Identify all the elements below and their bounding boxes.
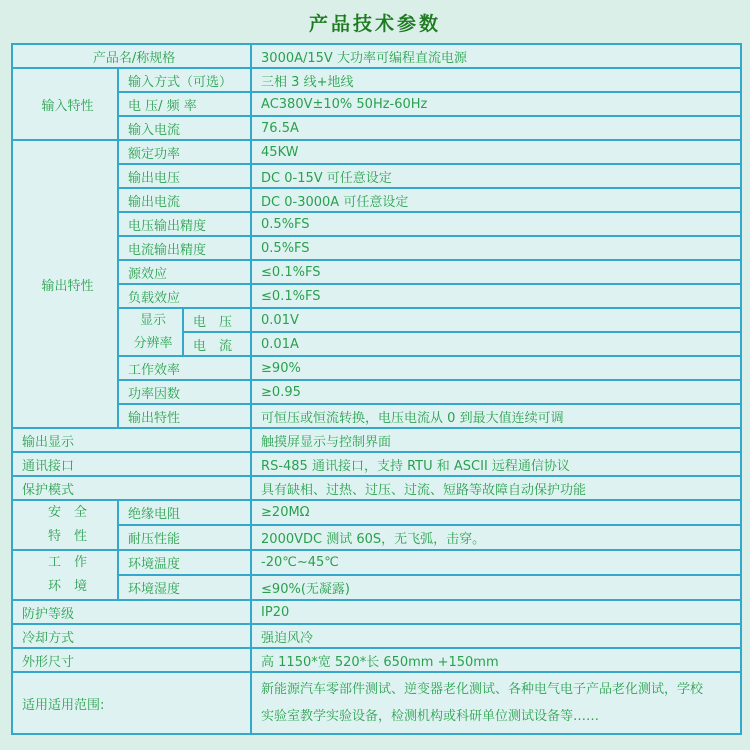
row-label-cell: 负载效应	[118, 284, 251, 308]
row-dimensions	[12, 648, 741, 672]
row-ambient-temperature	[12, 550, 741, 575]
row-output-mode	[12, 404, 741, 428]
safety-group-label-cell	[12, 500, 118, 550]
row-value-cell: -20℃~45℃	[251, 550, 741, 575]
row-label-cell: 输入方式（可选）	[118, 68, 251, 92]
row-label-cell: 环境湿度	[118, 575, 251, 600]
input-group-label-cell: 输入特性	[12, 68, 118, 140]
row-output-current	[12, 188, 741, 212]
safety-label-line2: 特 性	[47, 529, 87, 544]
row-product	[12, 44, 741, 68]
spec-table	[11, 43, 742, 735]
row-value-cell: 高 1150*宽 520*长 650mm +150mm	[251, 648, 741, 672]
row-label-cell: 外形尺寸	[12, 648, 251, 672]
row-label-cell: 输出电压	[118, 164, 251, 188]
row-value-cell: 强迫风冷	[251, 624, 741, 648]
row-efficiency	[12, 356, 741, 380]
row-source-effect	[12, 260, 741, 284]
row-ambient-humidity	[12, 575, 741, 600]
row-label-cell: 环境温度	[118, 550, 251, 575]
row-output-voltage	[12, 164, 741, 188]
row-label-cell: 电 流	[183, 332, 251, 356]
row-value-cell: 0.01A	[251, 332, 741, 356]
row-label-cell: 输出电流	[118, 188, 251, 212]
row-label-cell: 源效应	[118, 260, 251, 284]
row-value-cell: DC 0-15V 可任意设定	[251, 164, 741, 188]
row-label-cell: 耐压性能	[118, 525, 251, 550]
row-rated-power	[12, 140, 741, 164]
page-title: 产品技术参数	[308, 13, 441, 35]
row-value-cell	[251, 672, 741, 734]
row-label-cell: 适用适用范围:	[12, 672, 251, 734]
row-value-cell: ≤0.1%FS	[251, 284, 741, 308]
resolution-label-line1: 显示	[139, 313, 166, 328]
row-value-cell: AC380V±10% 50Hz-60Hz	[251, 92, 741, 116]
row-value-cell: ≥20MΩ	[251, 500, 741, 525]
row-value-cell: ≤90%(无凝露)	[251, 575, 741, 600]
row-resolution-voltage	[12, 308, 741, 332]
row-cooling-method	[12, 624, 741, 648]
row-label-cell: 额定功率	[118, 140, 251, 164]
environment-label-line1: 工 作	[47, 555, 87, 570]
row-value-cell: ≥0.95	[251, 380, 741, 404]
row-value-cell: 0.01V	[251, 308, 741, 332]
row-label-cell: 输出特性	[118, 404, 251, 428]
row-value-cell: 具有缺相、过热、过压、过流、短路等故障自动保护功能	[251, 476, 741, 500]
product-value-cell: 3000A/15V 大功率可编程直流电源	[251, 44, 741, 68]
row-output-display	[12, 428, 741, 452]
row-value-cell: 45KW	[251, 140, 741, 164]
environment-label-line2: 环 境	[47, 579, 87, 594]
row-value-cell: DC 0-3000A 可任意设定	[251, 188, 741, 212]
row-value-cell: RS-485 通讯接口，支持 RTU 和 ASCII 远程通信协议	[251, 452, 741, 476]
row-withstand-voltage	[12, 525, 741, 550]
row-load-effect	[12, 284, 741, 308]
row-voltage-accuracy	[12, 212, 741, 236]
resolution-group-label-cell	[118, 308, 183, 356]
row-protection-mode	[12, 476, 741, 500]
row-value-cell: 0.5%FS	[251, 236, 741, 260]
output-group-label-cell: 输出特性	[12, 140, 118, 428]
row-label-cell: 输出显示	[12, 428, 251, 452]
row-label-cell: 电流输出精度	[118, 236, 251, 260]
row-value-cell: 可恒压或恒流转换，电压电流从 0 到最大值连续可调	[251, 404, 741, 428]
row-label-cell: 绝缘电阻	[118, 500, 251, 525]
row-label-cell: 输入电流	[118, 116, 251, 140]
application-value-line2: 实验室教学实验设备，检测机构或科研单位测试设备等……	[261, 709, 600, 724]
row-application-range	[12, 672, 741, 734]
row-label-cell: 电 压	[183, 308, 251, 332]
resolution-label-line2: 分辨率	[133, 336, 173, 351]
row-insulation-resistance	[12, 500, 741, 525]
row-input-voltage-freq	[12, 92, 741, 116]
row-label-cell: 功率因数	[118, 380, 251, 404]
row-value-cell: 三相 3 线+地线	[251, 68, 741, 92]
row-label-cell: 防护等级	[12, 600, 251, 624]
row-value-cell: 2000VDC 测试 60S，无飞弧，击穿。	[251, 525, 741, 550]
row-value-cell: 76.5A	[251, 116, 741, 140]
row-label-cell: 工作效率	[118, 356, 251, 380]
row-protection-rating	[12, 600, 741, 624]
product-label-cell: 产品名/称规格	[12, 44, 251, 68]
row-value-cell: ≥90%	[251, 356, 741, 380]
row-value-cell: IP20	[251, 600, 741, 624]
row-label-cell: 冷却方式	[12, 624, 251, 648]
application-value-line1: 新能源汽车零部件测试、逆变器老化测试、各种电气电子产品老化测试，学校	[261, 682, 704, 697]
row-label-cell: 电压输出精度	[118, 212, 251, 236]
row-power-factor	[12, 380, 741, 404]
row-value-cell: ≤0.1%FS	[251, 260, 741, 284]
environment-group-label-cell	[12, 550, 118, 600]
safety-label-line1: 安 全	[47, 505, 87, 520]
row-value-cell: 触摸屏显示与控制界面	[251, 428, 741, 452]
row-input-current	[12, 116, 741, 140]
row-label-cell: 保护模式	[12, 476, 251, 500]
row-comm-interface	[12, 452, 741, 476]
row-label-cell: 电 压/ 频 率	[118, 92, 251, 116]
row-value-cell: 0.5%FS	[251, 212, 741, 236]
row-input-mode	[12, 68, 741, 92]
row-label-cell: 通讯接口	[12, 452, 251, 476]
row-current-accuracy	[12, 236, 741, 260]
